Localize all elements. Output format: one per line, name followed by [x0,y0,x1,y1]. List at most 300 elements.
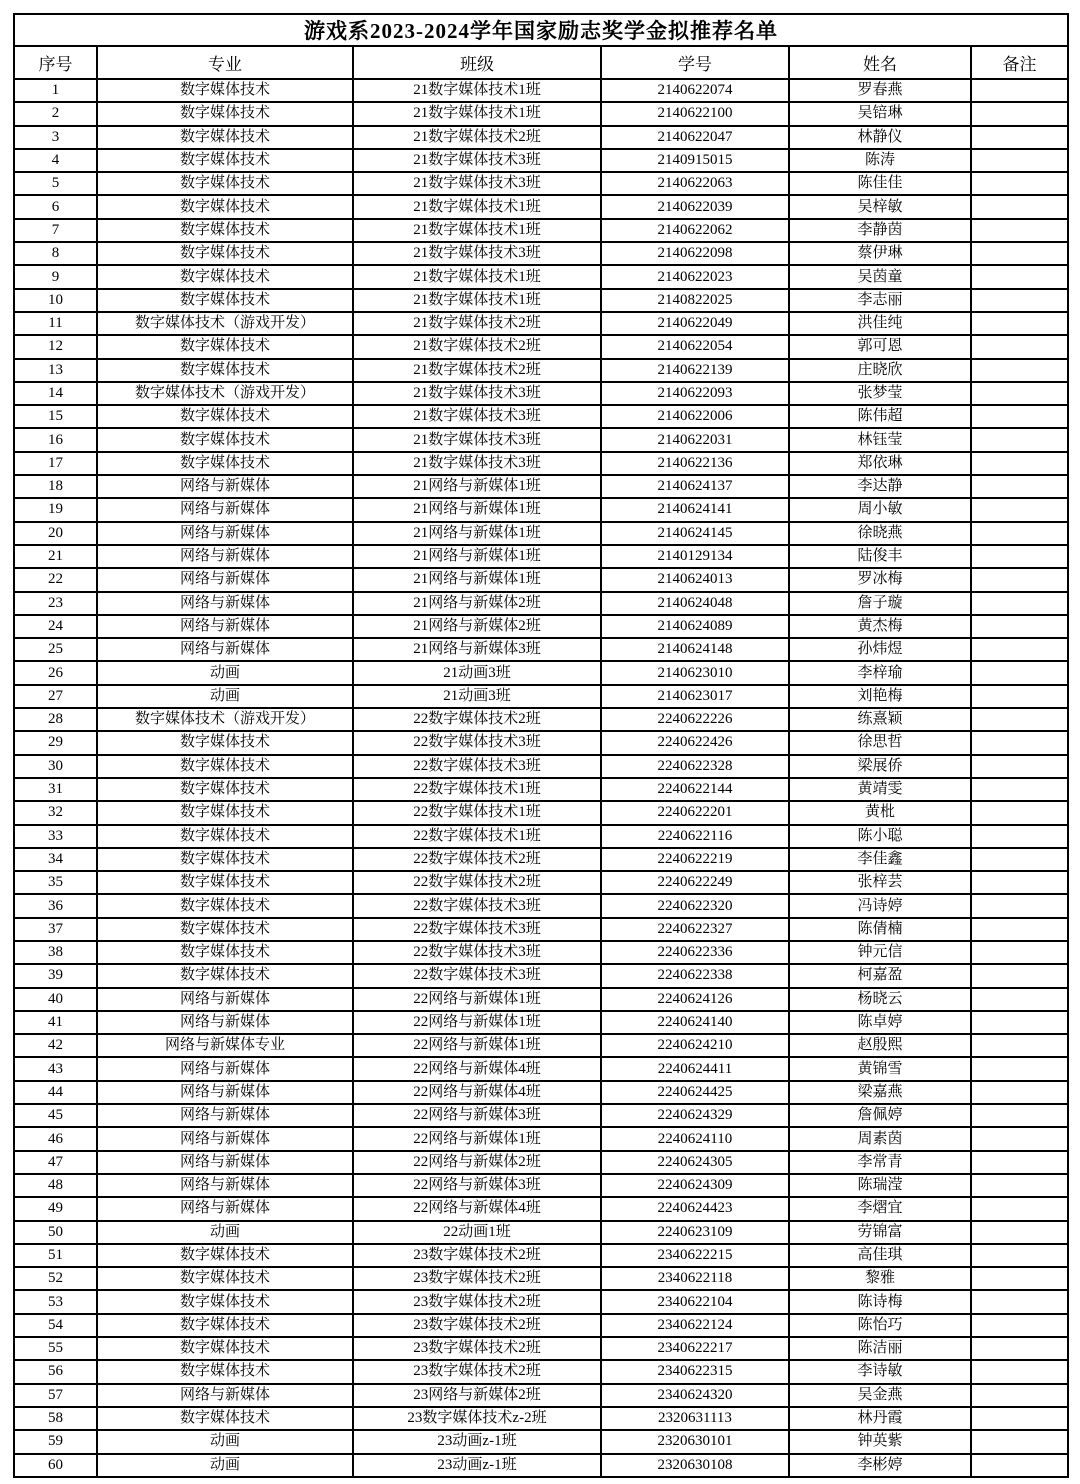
remark-cell [971,1314,1068,1337]
index-cell: 7 [14,219,97,242]
student-id-cell: 2240622338 [601,964,789,987]
remark-cell [971,1384,1068,1407]
table-row [14,1290,1068,1313]
table-row [14,335,1068,358]
remark-cell [971,964,1068,987]
index-cell: 2 [14,102,97,125]
remark-cell [971,731,1068,754]
student-id-cell: 2240622249 [601,871,789,894]
remark-cell [971,778,1068,801]
class-cell: 22数字媒体技术1班 [353,778,601,801]
index-cell: 19 [14,498,97,521]
class-cell: 21动画3班 [353,685,601,708]
title-row [14,14,1068,46]
major-cell: 数字媒体技术 [97,1267,353,1290]
name-cell: 李佳鑫 [789,848,971,871]
name-cell: 黄锦雪 [789,1057,971,1080]
table-row [14,1127,1068,1150]
class-cell: 21网络与新媒体1班 [353,498,601,521]
class-cell: 21数字媒体技术3班 [353,428,601,451]
class-cell: 22数字媒体技术3班 [353,894,601,917]
class-cell: 21网络与新媒体2班 [353,615,601,638]
major-cell: 数字媒体技术 [97,126,353,149]
student-id-cell: 2340622104 [601,1290,789,1313]
name-cell: 张梦莹 [789,382,971,405]
student-id-cell: 2240622219 [601,848,789,871]
table-row [14,778,1068,801]
remark-cell [971,172,1068,195]
name-cell: 黎雅 [789,1267,971,1290]
name-cell: 梁展侨 [789,755,971,778]
name-cell: 周素茵 [789,1127,971,1150]
student-id-cell: 2140624141 [601,498,789,521]
major-cell: 数字媒体技术 [97,1337,353,1360]
class-cell: 22数字媒体技术2班 [353,708,601,731]
remark-cell [971,615,1068,638]
student-id-cell: 2240622426 [601,731,789,754]
table-row [14,731,1068,754]
remark-cell [971,825,1068,848]
remark-cell [971,568,1068,591]
table-row [14,126,1068,149]
name-cell: 陈洁丽 [789,1337,971,1360]
index-cell: 22 [14,568,97,591]
remark-cell [971,1081,1068,1104]
major-column-header: 专业 [97,46,353,79]
table-row [14,1174,1068,1197]
remark-cell [971,1011,1068,1034]
class-cell: 23网络与新媒体2班 [353,1384,601,1407]
index-cell: 18 [14,475,97,498]
class-cell: 23动画z-1班 [353,1430,601,1453]
remark-cell [971,1267,1068,1290]
index-cell: 33 [14,825,97,848]
remark-cell [971,265,1068,288]
student-id-cell: 2140622098 [601,242,789,265]
index-cell: 41 [14,1011,97,1034]
class-cell: 21数字媒体技术3班 [353,382,601,405]
name-cell: 陈涛 [789,149,971,172]
student-id-cell: 2140622074 [601,79,789,102]
name-cell: 练熹颖 [789,708,971,731]
major-cell: 数字媒体技术 [97,964,353,987]
remark-cell [971,126,1068,149]
class-cell: 22网络与新媒体3班 [353,1174,601,1197]
remark-cell [971,1197,1068,1220]
student-id-cell: 2240624305 [601,1151,789,1174]
major-cell: 数字媒体技术 [97,265,353,288]
name-cell: 李梓瑜 [789,661,971,684]
table-row [14,428,1068,451]
name-cell: 罗冰梅 [789,568,971,591]
student-id-cell: 2240624140 [601,1011,789,1034]
remark-cell [971,1407,1068,1430]
index-cell: 5 [14,172,97,195]
major-cell: 网络与新媒体 [97,522,353,545]
name-cell: 林静仪 [789,126,971,149]
remark-cell [971,894,1068,917]
student-id-cell: 2140622006 [601,405,789,428]
remark-cell [971,1151,1068,1174]
name-cell: 冯诗婷 [789,894,971,917]
table-row [14,498,1068,521]
student-id-cell: 2140624145 [601,522,789,545]
class-cell: 22网络与新媒体1班 [353,1034,601,1057]
table-row [14,1244,1068,1267]
name-cell: 郭可恩 [789,335,971,358]
table-row [14,405,1068,428]
remark-cell [971,801,1068,824]
major-cell: 动画 [97,661,353,684]
major-cell: 网络与新媒体 [97,1057,353,1080]
student-id-cell: 2340622217 [601,1337,789,1360]
remark-cell [971,848,1068,871]
class-cell: 21网络与新媒体2班 [353,592,601,615]
student-id-cell: 2240624411 [601,1057,789,1080]
major-cell: 数字媒体技术 [97,894,353,917]
index-column-header: 序号 [14,46,97,79]
index-cell: 24 [14,615,97,638]
remark-cell [971,1104,1068,1127]
major-cell: 动画 [97,685,353,708]
major-cell: 数字媒体技术 [97,242,353,265]
index-cell: 20 [14,522,97,545]
class-cell: 22数字媒体技术3班 [353,755,601,778]
student-id-cell: 2240622327 [601,918,789,941]
student-id-cell: 2240624110 [601,1127,789,1150]
name-cell: 陈小聪 [789,825,971,848]
student-id-cell: 2240622144 [601,778,789,801]
name-cell: 刘艳梅 [789,685,971,708]
name-cell: 黄杰梅 [789,615,971,638]
index-cell: 8 [14,242,97,265]
table-row [14,452,1068,475]
remark-cell [971,1290,1068,1313]
class-cell: 23数字媒体技术2班 [353,1337,601,1360]
remark-cell [971,661,1068,684]
table-row [14,289,1068,312]
student-id-cell: 2240623109 [601,1221,789,1244]
student-id-cell: 2240624329 [601,1104,789,1127]
student-id-cell: 2140624089 [601,615,789,638]
class-cell: 22数字媒体技术1班 [353,801,601,824]
class-cell: 21数字媒体技术2班 [353,312,601,335]
name-cell: 吴锫琳 [789,102,971,125]
name-cell: 陈伟超 [789,405,971,428]
student-id-cell: 2140624148 [601,638,789,661]
remark-column-header: 备注 [971,46,1068,79]
major-cell: 数字媒体技术 [97,405,353,428]
student-id-cell: 2140622063 [601,172,789,195]
student-id-cell: 2240624425 [601,1081,789,1104]
remark-cell [971,405,1068,428]
remark-cell [971,1244,1068,1267]
major-cell: 网络与新媒体专业 [97,1034,353,1057]
student-id-cell: 2140622062 [601,219,789,242]
student-id-cell: 2340622215 [601,1244,789,1267]
class-cell: 21数字媒体技术3班 [353,452,601,475]
table-row [14,988,1068,1011]
class-cell: 22网络与新媒体4班 [353,1197,601,1220]
index-cell: 60 [14,1454,97,1477]
remark-cell [971,475,1068,498]
remark-cell [971,871,1068,894]
name-cell: 陈倩楠 [789,918,971,941]
name-cell: 陈佳佳 [789,172,971,195]
index-cell: 27 [14,685,97,708]
table-row [14,941,1068,964]
table-row [14,545,1068,568]
index-cell: 38 [14,941,97,964]
table-header-row [14,46,1068,79]
remark-cell [971,102,1068,125]
remark-cell [971,149,1068,172]
table-row [14,661,1068,684]
index-cell: 29 [14,731,97,754]
index-cell: 34 [14,848,97,871]
table-row [14,219,1068,242]
table-row [14,265,1068,288]
student-id-cell: 2140622023 [601,265,789,288]
student-id-cell: 2140622049 [601,312,789,335]
major-cell: 数字媒体技术 [97,825,353,848]
name-cell: 杨晓云 [789,988,971,1011]
index-cell: 59 [14,1430,97,1453]
name-cell: 黄枇 [789,801,971,824]
major-cell: 数字媒体技术 [97,428,353,451]
remark-cell [971,1337,1068,1360]
student-id-cell: 2340622315 [601,1360,789,1383]
major-cell: 网络与新媒体 [97,1174,353,1197]
name-cell: 钟英紫 [789,1430,971,1453]
table-row [14,825,1068,848]
index-cell: 30 [14,755,97,778]
major-cell: 数字媒体技术 [97,918,353,941]
class-cell: 21网络与新媒体3班 [353,638,601,661]
index-cell: 32 [14,801,97,824]
index-cell: 45 [14,1104,97,1127]
index-cell: 21 [14,545,97,568]
class-cell: 22数字媒体技术3班 [353,964,601,987]
class-cell: 21数字媒体技术3班 [353,172,601,195]
name-cell: 林钰莹 [789,428,971,451]
table-row [14,592,1068,615]
remark-cell [971,1034,1068,1057]
name-cell: 吴金燕 [789,1384,971,1407]
page-title: 游戏系2023-2024学年国家励志奖学金拟推荐名单 [14,14,1068,46]
name-cell: 洪佳纯 [789,312,971,335]
student-id-cell: 2240622201 [601,801,789,824]
index-cell: 52 [14,1267,97,1290]
major-cell: 网络与新媒体 [97,988,353,1011]
student-id-cell: 2340622124 [601,1314,789,1337]
class-cell: 22网络与新媒体1班 [353,1011,601,1034]
class-cell: 23数字媒体技术2班 [353,1290,601,1313]
table-body [14,79,1068,1477]
major-cell: 数字媒体技术 [97,102,353,125]
class-cell: 23数字媒体技术z-2班 [353,1407,601,1430]
index-cell: 54 [14,1314,97,1337]
index-cell: 23 [14,592,97,615]
student-id-column-header: 学号 [601,46,789,79]
name-cell: 赵殷熙 [789,1034,971,1057]
table-row [14,638,1068,661]
major-cell: 网络与新媒体 [97,1197,353,1220]
remark-cell [971,755,1068,778]
remark-cell [971,638,1068,661]
student-id-cell: 2340624320 [601,1384,789,1407]
major-cell: 数字媒体技术 [97,1244,353,1267]
student-id-cell: 2140622039 [601,195,789,218]
class-cell: 22数字媒体技术3班 [353,918,601,941]
table-row [14,871,1068,894]
table-row [14,708,1068,731]
student-id-cell: 2320630101 [601,1430,789,1453]
major-cell: 数字媒体技术 [97,149,353,172]
class-cell: 22网络与新媒体4班 [353,1081,601,1104]
index-cell: 49 [14,1197,97,1220]
index-cell: 9 [14,265,97,288]
major-cell: 网络与新媒体 [97,475,353,498]
table-row [14,755,1068,778]
index-cell: 17 [14,452,97,475]
remark-cell [971,195,1068,218]
student-id-cell: 2140622047 [601,126,789,149]
student-id-cell: 2140622136 [601,452,789,475]
class-cell: 23数字媒体技术2班 [353,1360,601,1383]
student-id-cell: 2140622139 [601,359,789,382]
name-cell: 李熠宜 [789,1197,971,1220]
remark-cell [971,1430,1068,1453]
remark-cell [971,1360,1068,1383]
table-row [14,1034,1068,1057]
index-cell: 31 [14,778,97,801]
major-cell: 数字媒体技术 [97,871,353,894]
major-cell: 网络与新媒体 [97,1081,353,1104]
major-cell: 数字媒体技术 [97,1407,353,1430]
table-row [14,359,1068,382]
table-row [14,195,1068,218]
table-row [14,894,1068,917]
table-row [14,1430,1068,1453]
major-cell: 网络与新媒体 [97,1127,353,1150]
class-cell: 22数字媒体技术2班 [353,848,601,871]
index-cell: 25 [14,638,97,661]
student-id-cell: 2240622226 [601,708,789,731]
student-id-cell: 2140622054 [601,335,789,358]
table-row [14,1267,1068,1290]
remark-cell [971,312,1068,335]
class-cell: 23动画z-1班 [353,1454,601,1477]
table-row [14,79,1068,102]
class-cell: 22数字媒体技术3班 [353,731,601,754]
name-cell: 詹子璇 [789,592,971,615]
name-cell: 庄晓欣 [789,359,971,382]
table-row [14,475,1068,498]
index-cell: 12 [14,335,97,358]
class-column-header: 班级 [353,46,601,79]
major-cell: 数字媒体技术 [97,1360,353,1383]
table-row [14,1407,1068,1430]
class-cell: 21网络与新媒体1班 [353,545,601,568]
name-cell: 陆俊丰 [789,545,971,568]
remark-cell [971,685,1068,708]
index-cell: 51 [14,1244,97,1267]
remark-cell [971,918,1068,941]
student-id-cell: 2140915015 [601,149,789,172]
student-id-cell: 2240624309 [601,1174,789,1197]
name-cell: 陈诗梅 [789,1290,971,1313]
index-cell: 39 [14,964,97,987]
table-row [14,1221,1068,1244]
class-cell: 21数字媒体技术1班 [353,265,601,288]
major-cell: 数字媒体技术 [97,778,353,801]
class-cell: 21网络与新媒体1班 [353,475,601,498]
index-cell: 11 [14,312,97,335]
class-cell: 21数字媒体技术3班 [353,405,601,428]
class-cell: 21数字媒体技术1班 [353,219,601,242]
table-row [14,1314,1068,1337]
table-row [14,149,1068,172]
name-cell: 林丹霞 [789,1407,971,1430]
student-id-cell: 2340622118 [601,1267,789,1290]
class-cell: 23数字媒体技术2班 [353,1267,601,1290]
student-id-cell: 2140623017 [601,685,789,708]
major-cell: 网络与新媒体 [97,498,353,521]
major-cell: 网络与新媒体 [97,568,353,591]
remark-cell [971,1174,1068,1197]
index-cell: 35 [14,871,97,894]
name-cell: 高佳琪 [789,1244,971,1267]
class-cell: 22网络与新媒体2班 [353,1151,601,1174]
index-cell: 53 [14,1290,97,1313]
student-id-cell: 2240624423 [601,1197,789,1220]
major-cell: 网络与新媒体 [97,592,353,615]
class-cell: 21网络与新媒体1班 [353,522,601,545]
student-id-cell: 2320630108 [601,1454,789,1477]
class-cell: 21数字媒体技术3班 [353,242,601,265]
student-id-cell: 2140622093 [601,382,789,405]
remark-cell [971,382,1068,405]
remark-cell [971,498,1068,521]
name-cell: 黄靖雯 [789,778,971,801]
name-cell: 孙炜煜 [789,638,971,661]
table-row [14,848,1068,871]
class-cell: 21数字媒体技术1班 [353,79,601,102]
major-cell: 数字媒体技术 [97,801,353,824]
table-row [14,568,1068,591]
name-cell: 罗春燕 [789,79,971,102]
table-row [14,382,1068,405]
name-cell: 钟元信 [789,941,971,964]
index-cell: 37 [14,918,97,941]
class-cell: 21网络与新媒体1班 [353,568,601,591]
class-cell: 21数字媒体技术3班 [353,149,601,172]
index-cell: 26 [14,661,97,684]
name-cell: 陈卓婷 [789,1011,971,1034]
major-cell: 数字媒体技术（游戏开发） [97,708,353,731]
index-cell: 15 [14,405,97,428]
name-cell: 李志丽 [789,289,971,312]
index-cell: 56 [14,1360,97,1383]
major-cell: 数字媒体技术 [97,452,353,475]
name-cell: 周小敏 [789,498,971,521]
table-row [14,615,1068,638]
table-row [14,1104,1068,1127]
remark-cell [971,1057,1068,1080]
major-cell: 网络与新媒体 [97,1384,353,1407]
index-cell: 40 [14,988,97,1011]
